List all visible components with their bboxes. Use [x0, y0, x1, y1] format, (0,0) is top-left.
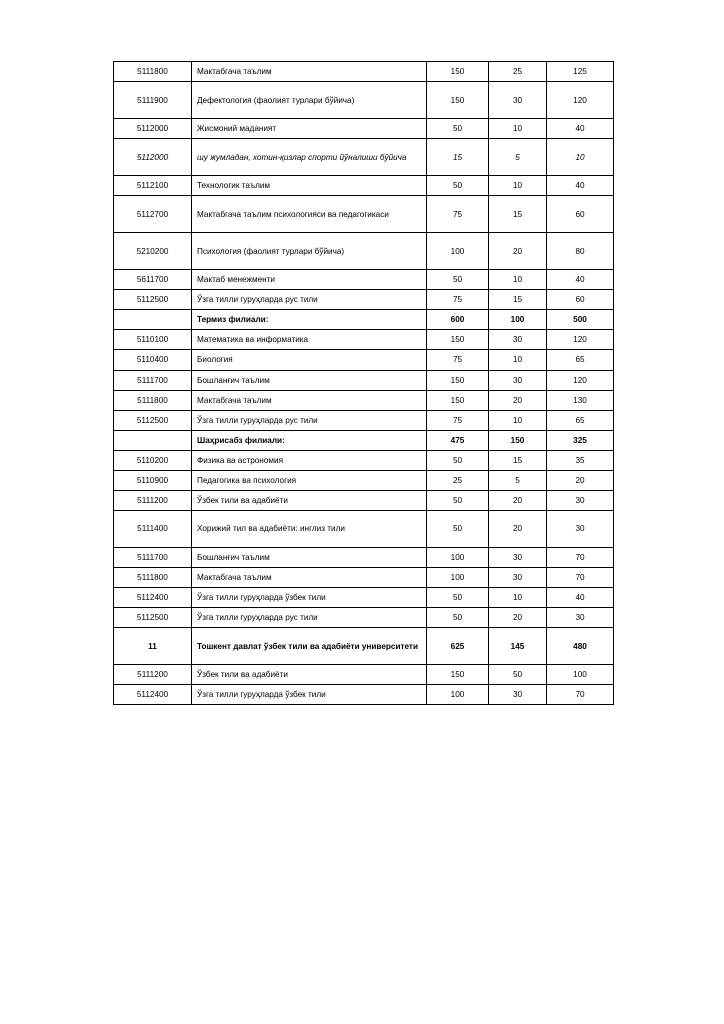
table-row	[114, 176, 614, 196]
cell-code: 11	[114, 628, 192, 665]
cell-code	[114, 430, 192, 450]
cell-code: 5110400	[114, 350, 192, 370]
cell-total: 100	[427, 233, 489, 270]
table-row	[114, 119, 614, 139]
cell-name: шу жумладан, хотин-қизлар спорти йўналиши бўйича	[192, 139, 427, 176]
cell-name: Бошланғич таълим	[192, 370, 427, 390]
cell-contract: 30	[547, 490, 614, 510]
cell-grant: 20	[489, 490, 547, 510]
cell-code	[114, 310, 192, 330]
cell-code: 5112400	[114, 588, 192, 608]
cell-contract: 20	[547, 470, 614, 490]
cell-contract: 65	[547, 410, 614, 430]
table-row	[114, 233, 614, 270]
cell-contract: 30	[547, 608, 614, 628]
cell-code: 5112500	[114, 410, 192, 430]
cell-contract: 70	[547, 547, 614, 567]
cell-code: 5112000	[114, 119, 192, 139]
cell-total: 75	[427, 196, 489, 233]
table-row	[114, 370, 614, 390]
table-row	[114, 310, 614, 330]
cell-contract: 325	[547, 430, 614, 450]
cell-name: Дефектология (фаолият турлари бўйича)	[192, 82, 427, 119]
cell-name: Шаҳрисабз филиали:	[192, 430, 427, 450]
cell-code: 5111800	[114, 62, 192, 82]
table-row	[114, 290, 614, 310]
table-row	[114, 588, 614, 608]
table-row	[114, 390, 614, 410]
cell-contract: 70	[547, 685, 614, 705]
cell-contract: 65	[547, 350, 614, 370]
cell-code: 5112100	[114, 176, 192, 196]
cell-code: 5111200	[114, 665, 192, 685]
table-row	[114, 196, 614, 233]
cell-name: Математика ва информатика	[192, 330, 427, 350]
cell-grant: 15	[489, 196, 547, 233]
cell-grant: 10	[489, 176, 547, 196]
cell-grant: 50	[489, 665, 547, 685]
cell-name: Ўзга тилли гуруҳларда рус тили	[192, 410, 427, 430]
cell-total: 50	[427, 490, 489, 510]
cell-total: 475	[427, 430, 489, 450]
cell-name: Ўзга тилли гуруҳларда ўзбек тили	[192, 685, 427, 705]
cell-contract: 40	[547, 270, 614, 290]
table-row	[114, 62, 614, 82]
cell-grant: 30	[489, 370, 547, 390]
cell-name: Технологик таълим	[192, 176, 427, 196]
cell-total: 150	[427, 330, 489, 350]
cell-total: 150	[427, 665, 489, 685]
cell-grant: 10	[489, 350, 547, 370]
cell-name: Психология (фаолият турлари бўйича)	[192, 233, 427, 270]
cell-code: 5112500	[114, 290, 192, 310]
cell-grant: 30	[489, 568, 547, 588]
cell-grant: 30	[489, 82, 547, 119]
cell-contract: 40	[547, 588, 614, 608]
cell-name: Биология	[192, 350, 427, 370]
table-row	[114, 270, 614, 290]
cell-name: Ўзбек тили ва адабиёти	[192, 490, 427, 510]
table-row	[114, 350, 614, 370]
cell-name: Ўзга тилли гуруҳларда рус тили	[192, 290, 427, 310]
cell-total: 15	[427, 139, 489, 176]
table-row	[114, 82, 614, 119]
cell-grant: 10	[489, 270, 547, 290]
cell-grant: 30	[489, 330, 547, 350]
cell-code: 5111200	[114, 490, 192, 510]
cell-grant: 20	[489, 608, 547, 628]
cell-contract: 500	[547, 310, 614, 330]
cell-name: Ўзга тилли гуруҳларда ўзбек тили	[192, 588, 427, 608]
cell-code: 5111900	[114, 82, 192, 119]
cell-name: Мактабгача таълим психологияси ва педагогикаси	[192, 196, 427, 233]
cell-name: Термиз филиали:	[192, 310, 427, 330]
cell-contract: 80	[547, 233, 614, 270]
cell-code: 5111400	[114, 510, 192, 547]
table-row	[114, 510, 614, 547]
cell-code: 5112700	[114, 196, 192, 233]
cell-total: 50	[427, 176, 489, 196]
cell-total: 75	[427, 410, 489, 430]
cell-name: Педагогика ва психология	[192, 470, 427, 490]
table-row	[114, 685, 614, 705]
admission-quota-table	[113, 61, 614, 705]
table-row	[114, 547, 614, 567]
cell-grant: 5	[489, 139, 547, 176]
cell-contract: 60	[547, 196, 614, 233]
cell-grant: 20	[489, 510, 547, 547]
cell-contract: 35	[547, 450, 614, 470]
cell-name: Бошланғич таълим	[192, 547, 427, 567]
cell-code: 5111800	[114, 390, 192, 410]
cell-code: 5111700	[114, 547, 192, 567]
cell-contract: 100	[547, 665, 614, 685]
cell-grant: 150	[489, 430, 547, 450]
cell-name: Тошкент давлат ўзбек тили ва адабиёти университети	[192, 628, 427, 665]
cell-grant: 100	[489, 310, 547, 330]
table-row	[114, 628, 614, 665]
table-row	[114, 139, 614, 176]
cell-contract: 125	[547, 62, 614, 82]
cell-code: 5110200	[114, 450, 192, 470]
cell-grant: 10	[489, 588, 547, 608]
cell-grant: 10	[489, 410, 547, 430]
cell-total: 75	[427, 290, 489, 310]
table-row	[114, 430, 614, 450]
cell-grant: 5	[489, 470, 547, 490]
cell-code: 5611700	[114, 270, 192, 290]
cell-code: 5111800	[114, 568, 192, 588]
cell-name: Мактабгача таълим	[192, 62, 427, 82]
cell-total: 50	[427, 608, 489, 628]
cell-contract: 120	[547, 82, 614, 119]
cell-contract: 40	[547, 119, 614, 139]
cell-contract: 120	[547, 370, 614, 390]
cell-grant: 145	[489, 628, 547, 665]
cell-total: 50	[427, 270, 489, 290]
cell-contract: 130	[547, 390, 614, 410]
cell-code: 5210200	[114, 233, 192, 270]
cell-total: 150	[427, 62, 489, 82]
cell-total: 100	[427, 685, 489, 705]
cell-contract: 480	[547, 628, 614, 665]
cell-grant: 20	[489, 233, 547, 270]
table-row	[114, 410, 614, 430]
cell-total: 150	[427, 390, 489, 410]
cell-code: 5112400	[114, 685, 192, 705]
table-row	[114, 330, 614, 350]
cell-grant: 30	[489, 685, 547, 705]
table-row	[114, 470, 614, 490]
cell-grant: 25	[489, 62, 547, 82]
cell-total: 50	[427, 588, 489, 608]
cell-grant: 15	[489, 450, 547, 470]
cell-grant: 15	[489, 290, 547, 310]
cell-grant: 10	[489, 119, 547, 139]
cell-grant: 30	[489, 547, 547, 567]
cell-code: 5111700	[114, 370, 192, 390]
cell-name: Жисмоний маданият	[192, 119, 427, 139]
cell-total: 50	[427, 450, 489, 470]
table-row	[114, 608, 614, 628]
cell-name: Ўзбек тили ва адабиёти	[192, 665, 427, 685]
table-row	[114, 450, 614, 470]
cell-total: 150	[427, 370, 489, 390]
table-row	[114, 568, 614, 588]
cell-grant: 20	[489, 390, 547, 410]
cell-contract: 60	[547, 290, 614, 310]
cell-name: Мактабгача таълим	[192, 390, 427, 410]
cell-name: Мактабгача таълим	[192, 568, 427, 588]
cell-contract: 10	[547, 139, 614, 176]
cell-code: 5110100	[114, 330, 192, 350]
table-row	[114, 490, 614, 510]
cell-total: 100	[427, 568, 489, 588]
cell-total: 25	[427, 470, 489, 490]
cell-name: Мактаб менежменти	[192, 270, 427, 290]
cell-code: 5112500	[114, 608, 192, 628]
cell-contract: 120	[547, 330, 614, 350]
cell-name: Хорижий тил ва адабиёти: инглиз тили	[192, 510, 427, 547]
cell-contract: 30	[547, 510, 614, 547]
cell-total: 75	[427, 350, 489, 370]
cell-total: 150	[427, 82, 489, 119]
cell-total: 625	[427, 628, 489, 665]
cell-name: Ўзга тилли гуруҳларда рус тили	[192, 608, 427, 628]
cell-name: Физика ва астрономия	[192, 450, 427, 470]
cell-contract: 70	[547, 568, 614, 588]
cell-total: 600	[427, 310, 489, 330]
cell-contract: 40	[547, 176, 614, 196]
cell-code: 5112000	[114, 139, 192, 176]
cell-total: 50	[427, 510, 489, 547]
table-body	[114, 62, 614, 705]
cell-code: 5110900	[114, 470, 192, 490]
table-row	[114, 665, 614, 685]
cell-total: 100	[427, 547, 489, 567]
cell-total: 50	[427, 119, 489, 139]
